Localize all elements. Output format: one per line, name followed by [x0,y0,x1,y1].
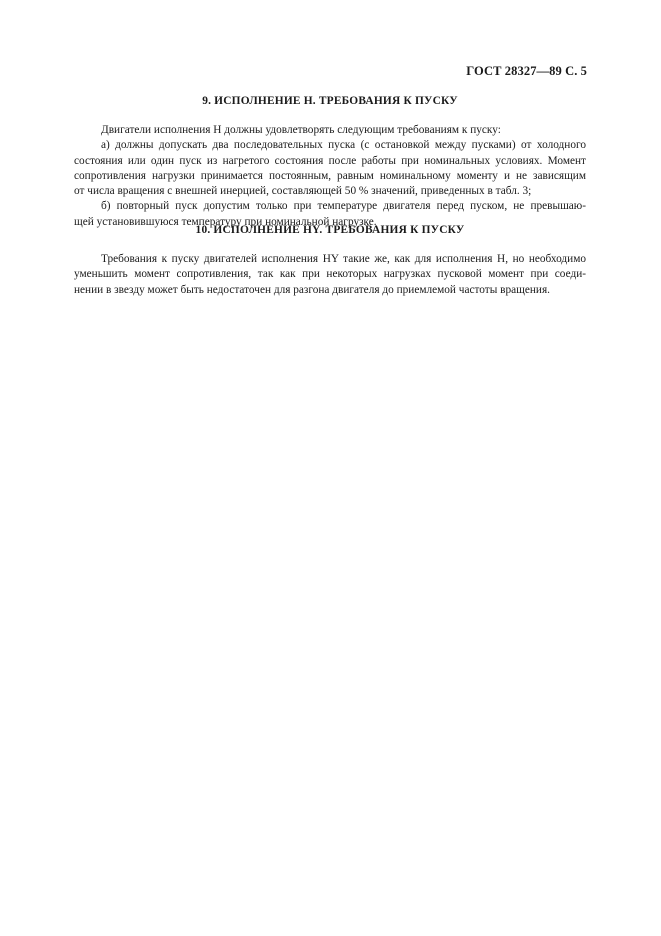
section-9-line-1: Двигатели исполнения Н должны удовлетворять следующим требованиям к пуску: [101,124,501,136]
section-10-body [74,252,586,298]
section-9-line-6: б) повторный пуск допустим только при температуре двигателя перед пуском, не превышаю- [101,200,586,213]
section-9-line-5: от числа вращения с внешней инерцией, составляющей 50 % значений, приведенных в табл. 3; [74,185,532,198]
section-10-line-3: нении в звезду может быть недостаточен для разгона двигателя до приемлемой частоты вращения. [74,283,550,296]
document-code-header: ГОСТ 28327—89 С. 5 [466,64,587,78]
section-9-body [74,123,586,230]
section-10-line-1: Требования к пуску двигателей исполнения НY такие же, как для исполнения Н, но необходимо [101,253,586,265]
section-9-title: 9. ИСПОЛНЕНИЕ Н. ТРЕБОВАНИЯ К ПУСКУ [202,95,458,107]
section-10-line-2: уменьшить момент сопротивления, так как при некоторых нагрузках пусковой момент при соеди- [74,268,586,281]
section-9-line-4: сопротивления нагрузки принимается постоянным, равным номинальному моменту и не зависящим [74,169,586,182]
section-9-line-7: щей установившуюся температуру при номинальной нагрузке. [74,215,377,228]
section-9-line-3: состояния или один пуск из нагретого состояния после работы при номинальных условиях. Момент [74,154,586,167]
section-9-line-2: а) должны допускать два последовательных пуска (с остановкой между пусками) от холодного [101,139,586,152]
section-10-title: 10. ИСПОЛНЕНИЕ НY. ТРЕБОВАНИЯ К ПУСКУ [195,224,465,236]
